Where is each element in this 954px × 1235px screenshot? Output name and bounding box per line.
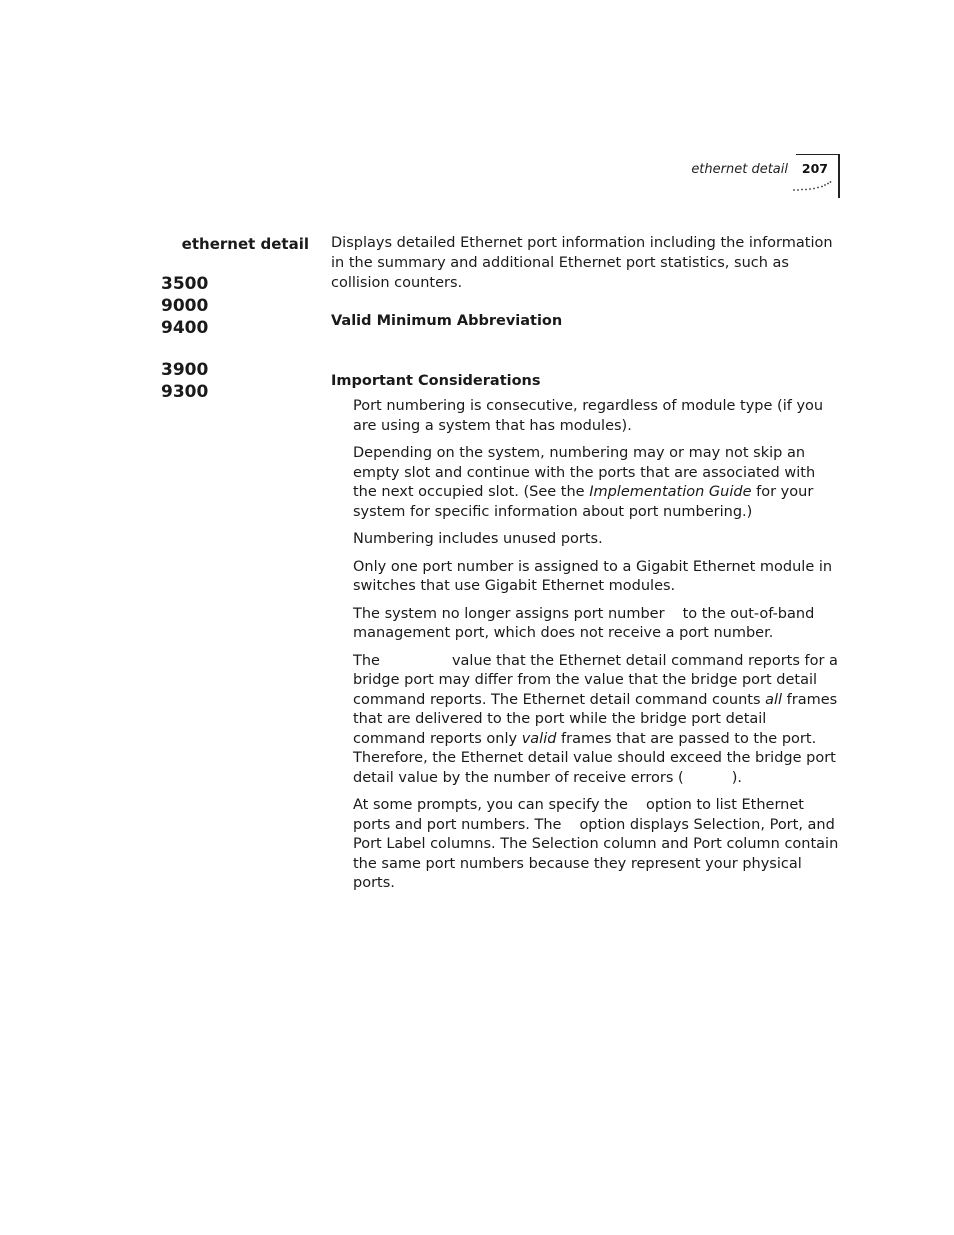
consideration-item bbox=[353, 796, 841, 894]
text-run: The bbox=[353, 652, 380, 669]
text-run: frames that are passed to the port. Therefore, the Ethernet detail value should exceed the bridge port detail value by the number of receive errors ( bbox=[353, 730, 836, 786]
platform-label: 9300 bbox=[161, 382, 209, 402]
page-number: 207 bbox=[801, 161, 828, 176]
text-run: ). bbox=[731, 769, 742, 786]
consideration-item: Port numbering is consecutive, regardless of module type (if you are using a system that has modules). bbox=[353, 398, 824, 434]
text-run: Depending on the system, numbering may or may not skip an empty slot and continue with the ports that are associated with the next occupied slot. (See the bbox=[353, 445, 816, 500]
text-run: for your system for specific information about port numbering.) bbox=[353, 484, 814, 520]
header-rule-side bbox=[838, 154, 840, 198]
header-dots-ornament bbox=[792, 180, 836, 192]
platform-label: 9000 bbox=[161, 296, 209, 316]
text-run: option to list Ethernet ports and port numbers. The bbox=[353, 797, 804, 833]
emphasis: Implementation Guide bbox=[589, 484, 752, 500]
consideration-item bbox=[353, 444, 841, 522]
considerations-list bbox=[331, 397, 841, 894]
consideration-item bbox=[353, 652, 841, 789]
header-rule-top bbox=[796, 154, 840, 155]
platform-label: 9400 bbox=[161, 318, 209, 338]
platform-group bbox=[161, 359, 208, 403]
platform-label: 3500 bbox=[161, 274, 209, 294]
emphasis: valid bbox=[521, 730, 557, 747]
command-name: ethernet detail bbox=[181, 235, 309, 253]
text-run: The system no longer assigns port number bbox=[353, 605, 665, 622]
text-run: to the out-of-band management port, which does not receive a port number. bbox=[353, 605, 815, 641]
important-considerations-heading: Important Considerations bbox=[331, 373, 541, 389]
valid-min-abbrev-heading: Valid Minimum Abbreviation bbox=[331, 313, 563, 329]
consideration-item: Only one port number is assigned to a Gigabit Ethernet module in switches that use Gigabit Ethernet modules. bbox=[353, 558, 833, 594]
page-header bbox=[600, 154, 840, 198]
command-description: Displays detailed Ethernet port information including the information in the summary and additional Ethernet port statistics, such as collision counters. bbox=[331, 235, 833, 291]
platform-group bbox=[161, 273, 208, 339]
text-run: option displays Selection, Port, and Port Label columns. The Selection column and Port column contain the same port numbers because they represent your physical ports. bbox=[353, 816, 839, 891]
text-run: At some prompts, you can specify the bbox=[353, 797, 628, 813]
emphasis: all bbox=[765, 691, 783, 708]
running-header-title: ethernet detail bbox=[691, 162, 788, 177]
main-content bbox=[331, 233, 841, 902]
text-run: value that the Ethernet detail command reports for a bridge port may differ from the value that the bridge port detail command reports. The Ethernet detail command counts bbox=[353, 652, 838, 708]
consideration-item: Numbering includes unused ports. bbox=[353, 531, 603, 547]
platform-list bbox=[161, 273, 208, 423]
consideration-item bbox=[353, 605, 841, 644]
text-run: frames that are delivered to the port while the bridge port detail command reports only bbox=[353, 691, 838, 747]
platform-label: 3900 bbox=[161, 360, 209, 380]
